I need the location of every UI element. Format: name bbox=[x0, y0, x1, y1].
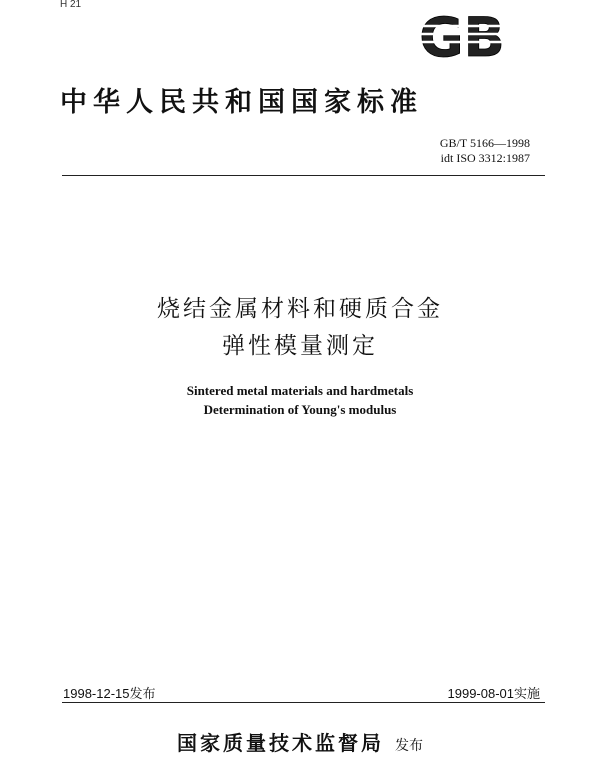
standard-equivalence: idt ISO 3312:1987 bbox=[440, 151, 530, 165]
effective-date: 1999-08-01实施 bbox=[447, 686, 540, 701]
classification-code: H 21 bbox=[60, 0, 82, 10]
english-title-line-1: Sintered metal materials and hardmetals bbox=[186, 383, 414, 398]
issuer-name: 国家质量技术监督局 bbox=[176, 731, 384, 755]
bottom-divider bbox=[62, 702, 545, 703]
english-title-line-2: Determination of Young's modulus bbox=[203, 402, 397, 417]
issuer-line bbox=[60, 727, 540, 756]
top-divider bbox=[62, 175, 545, 176]
issue-date: 1998-12-15发布 bbox=[63, 686, 156, 701]
standard-code-block bbox=[380, 136, 530, 166]
chinese-title-line-2: 弹性模量测定 bbox=[222, 333, 378, 359]
gb-logo bbox=[402, 12, 522, 60]
gb-logo-text: GB bbox=[419, 12, 505, 60]
chinese-title-line-1: 烧结金属材料和硬质合金 bbox=[157, 296, 443, 322]
national-standard-title: 中华人民共和国国家标准 bbox=[60, 87, 423, 118]
issuer-suffix: 发布 bbox=[395, 738, 424, 754]
standard-number: GB/T 5166—1998 bbox=[439, 136, 530, 150]
